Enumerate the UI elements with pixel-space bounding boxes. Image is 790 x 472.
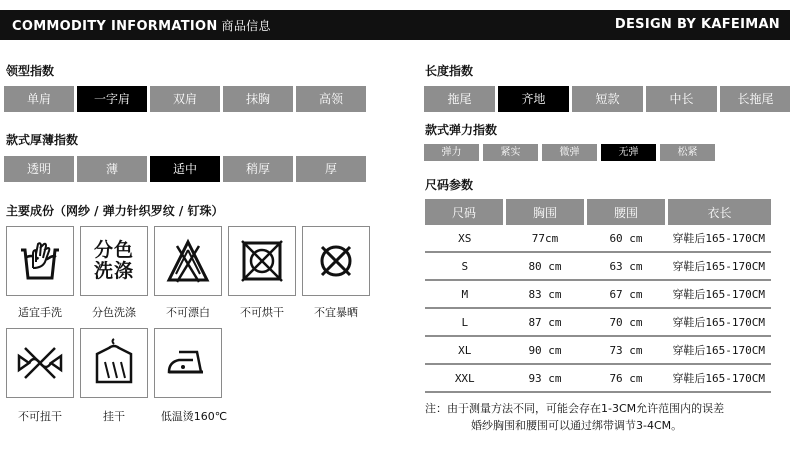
table-row: [425, 308, 771, 336]
table-cell: 穿鞋后165-170CM: [667, 336, 772, 364]
no-tumble-dry-icon: [228, 226, 296, 296]
material-title: 主要成份（网纱 / 弹力针织罗纹 / 钉珠）: [6, 204, 224, 218]
table-cell: 67 cm: [586, 280, 667, 308]
elastic-option: 无弹: [601, 144, 656, 161]
collar-option: 抹胸: [223, 86, 293, 112]
size-note: [425, 400, 724, 434]
hang-dry-icon: [80, 328, 148, 398]
table-cell: XL: [425, 336, 505, 364]
size-header-bust: 胸围: [505, 199, 586, 225]
elastic-title: 款式弹力指数: [425, 123, 498, 137]
table-cell: 穿鞋后165-170CM: [667, 308, 772, 336]
care-label-3: 不可漂白: [166, 306, 210, 319]
table-cell: 穿鞋后165-170CM: [667, 280, 772, 308]
care-label-6: 不可扭干: [18, 410, 62, 423]
length-option: 拖尾: [424, 86, 495, 112]
thickness-title: 款式厚薄指数: [6, 133, 79, 147]
length-option: 短款: [572, 86, 643, 112]
care-label-1: 适宜手洗: [18, 306, 62, 319]
size-header-size: 尺码: [425, 199, 505, 225]
table-cell: L: [425, 308, 505, 336]
low-iron-icon: [154, 328, 222, 398]
elastic-option: 弹力: [424, 144, 479, 161]
care-label-2: 分色洗涤: [92, 306, 136, 319]
table-cell: 73 cm: [586, 336, 667, 364]
separate-wash-text-2: 洗涤: [93, 260, 134, 282]
table-cell: S: [425, 252, 505, 280]
collar-option: 双肩: [150, 86, 220, 112]
header-title: [12, 17, 271, 34]
table-cell: XS: [425, 225, 505, 252]
thickness-option: 薄: [77, 156, 147, 182]
size-header-row: [425, 199, 771, 225]
brand-label: DESIGN BY KAFEIMAN: [614, 17, 780, 32]
table-cell: 70 cm: [586, 308, 667, 336]
no-wring-icon: [6, 328, 74, 398]
table-row: [425, 225, 771, 252]
table-cell: 穿鞋后165-170CM: [667, 252, 772, 280]
collar-option: 一字肩: [77, 86, 147, 112]
table-cell: 76 cm: [586, 364, 667, 392]
elastic-options: [424, 144, 715, 161]
size-title: 尺码参数: [425, 178, 474, 192]
table-row: [425, 280, 771, 308]
elastic-option: 微弹: [542, 144, 597, 161]
note-line-1: 注：由于测量方法不同，可能会存在1-3CM允许范围内的误差: [425, 402, 725, 415]
thickness-option: 透明: [4, 156, 74, 182]
table-cell: 穿鞋后165-170CM: [667, 364, 772, 392]
table-cell: 80 cm: [505, 252, 586, 280]
no-sun-icon: [302, 226, 370, 296]
elastic-option: 紧实: [483, 144, 538, 161]
size-header-length: 衣长: [667, 199, 772, 225]
length-option: 齐地: [498, 86, 569, 112]
elastic-option: 松紧: [660, 144, 715, 161]
separate-wash-icon: [80, 226, 148, 296]
table-row: [425, 364, 771, 392]
thickness-option: 厚: [296, 156, 366, 182]
note-line-2: 婚纱胸围和腰围可以通过绑带调节3-4CM。: [471, 419, 683, 432]
length-option: 中长: [646, 86, 717, 112]
table-cell: 83 cm: [505, 280, 586, 308]
hand-wash-icon: [6, 226, 74, 296]
collar-option: 高领: [296, 86, 366, 112]
size-header-waist: 腰围: [586, 199, 667, 225]
table-cell: 穿鞋后165-170CM: [667, 225, 772, 252]
thickness-options: [4, 156, 366, 182]
size-table: [425, 199, 771, 393]
table-cell: XXL: [425, 364, 505, 392]
thickness-option: 适中: [150, 156, 220, 182]
thickness-option: 稍厚: [223, 156, 293, 182]
table-cell: 87 cm: [505, 308, 586, 336]
no-bleach-icon: [154, 226, 222, 296]
table-cell: 63 cm: [586, 252, 667, 280]
table-row: [425, 252, 771, 280]
table-cell: 93 cm: [505, 364, 586, 392]
length-options: [424, 86, 790, 112]
table-cell: 60 cm: [586, 225, 667, 252]
care-label-7: 挂干: [103, 410, 125, 423]
header-title-cn: 商品信息: [221, 19, 271, 33]
length-title: 长度指数: [425, 64, 474, 78]
header-bar: [0, 10, 790, 40]
table-row: [425, 336, 771, 364]
separate-wash-text: [94, 240, 134, 282]
length-option: 长拖尾: [720, 86, 790, 112]
care-label-5: 不宜暴晒: [314, 306, 358, 319]
table-cell: 90 cm: [505, 336, 586, 364]
care-label-4: 不可烘干: [240, 306, 284, 319]
header-title-en: COMMODITY INFORMATION: [12, 19, 218, 34]
collar-options: [4, 86, 366, 112]
table-cell: M: [425, 280, 505, 308]
care-label-8: 低温烫160℃: [160, 410, 228, 423]
collar-option: 单肩: [4, 86, 74, 112]
separate-wash-text-1: 分色: [93, 239, 134, 261]
table-cell: 77cm: [505, 225, 586, 252]
collar-title: 领型指数: [6, 64, 55, 78]
